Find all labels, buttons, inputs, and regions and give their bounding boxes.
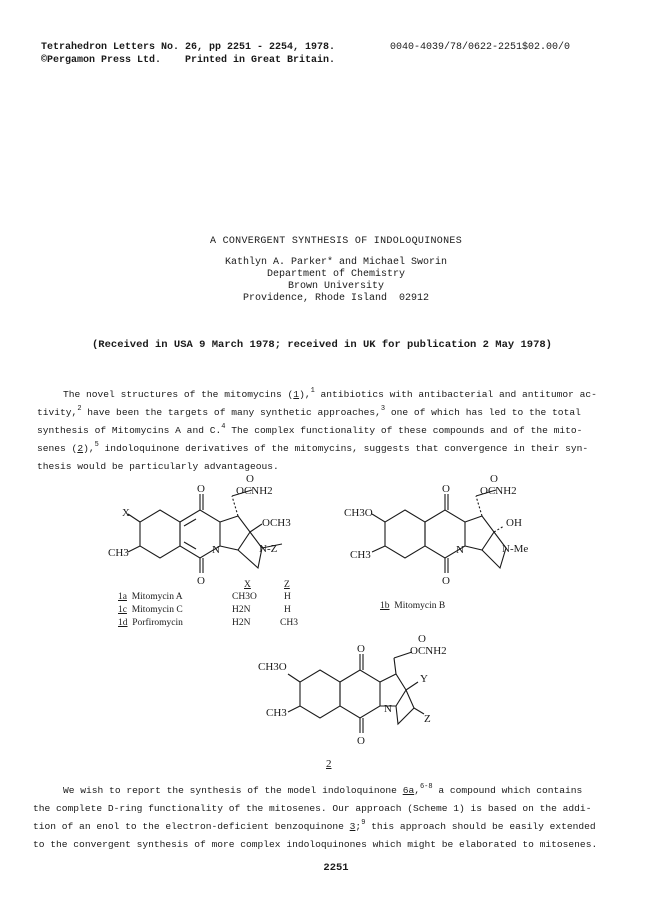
table-cell-z: H — [284, 592, 291, 602]
table-cell-x: H2N — [232, 605, 251, 615]
s2-n: N — [384, 703, 392, 715]
table-cell-z: H — [284, 605, 291, 615]
label-mitomycin-b: 1b Mitomycin B — [380, 601, 446, 611]
p1-line-1: The novel structures of the mitomycins (1),$^1$ antibiotics with antibacterial and antitumor ac- — [63, 387, 597, 400]
s1-sub-x: X — [122, 507, 130, 519]
s1b-meo: CH3O — [344, 507, 373, 519]
s1b-oh: OH — [506, 517, 522, 529]
s2-carbamate-o: O — [418, 633, 426, 645]
s2-z: Z — [424, 713, 431, 725]
s1-carbonyl-bottom: O — [197, 575, 205, 587]
s1b-carbamate: OCNH2 — [480, 485, 517, 497]
p1-line-4: senes (2),$^5$ indoloquinone derivatives of the mitomycins, suggests that convergence in their syn- — [37, 441, 589, 454]
journal-citation: Tetrahedron Letters No. 26, pp 2251 - 2254, 1978. — [41, 42, 336, 53]
p2-line-3: tion of an enol to the electron-deficient benzoquinone 3;$^9$ this approach should be easily extended — [33, 819, 596, 832]
s2-me: CH3 — [266, 707, 287, 719]
paragraph-1 — [37, 386, 597, 476]
p1-line-3: synthesis of Mitomycins A and C.$^4$ The complex functionality of these compounds and of the mito- — [37, 423, 583, 436]
publisher-line: ©Pergamon Press Ltd. Printed in Great Britain. — [41, 55, 336, 66]
p1-line-2: tivity,$^2$ have been the targets of many synthetic approaches,$^3$ one of which has led to the total — [37, 405, 581, 418]
s2-meo: CH3O — [258, 661, 287, 673]
p1-line-5: thesis would be particularly advantageous. — [37, 461, 279, 472]
page-number: 2251 — [323, 862, 349, 874]
p2-line-1: We wish to report the synthesis of the model indoloquinone 6a,$^{6-8}$ a compound which contains — [63, 783, 583, 796]
table-col-x: X — [244, 580, 251, 590]
address: Providence, Rhode Island 02912 — [242, 293, 430, 304]
authors: Kathlyn A. Parker* and Michael Sworin — [224, 257, 448, 268]
university: Brown University — [287, 281, 384, 292]
s1-carbonyl-top: O — [197, 483, 205, 495]
s1-carbamate: OCNH2 — [236, 485, 273, 497]
s1b-me: CH3 — [350, 549, 371, 561]
s1b-carbonyl-bottom: O — [442, 575, 450, 587]
s1b-carbamate-o: O — [490, 473, 498, 485]
article-code: 0040-4039/78/0622-2251$02.00/0 — [390, 42, 571, 53]
s1b-carbonyl-top: O — [442, 483, 450, 495]
s1-n: N — [212, 544, 220, 556]
table-cell-x: H2N — [232, 618, 251, 628]
table-row: 1d Porfiromycin — [118, 618, 183, 628]
s2-carbamate: OCNH2 — [410, 645, 447, 657]
s2-carbonyl-bottom: O — [357, 735, 365, 747]
received-dates: (Received in USA 9 March 1978; received in UK for publication 2 May 1978) — [92, 339, 552, 351]
label-compound-2: 2 — [326, 758, 332, 770]
s1-carbamate-o: O — [246, 473, 254, 485]
s1b-n: N — [456, 544, 464, 556]
s1-och3: OCH3 — [262, 517, 291, 529]
structure-mitomycin-general — [128, 490, 282, 573]
s2-carbonyl-top: O — [357, 643, 365, 655]
table-cell-x: CH3O — [232, 592, 257, 602]
p2-line-2: the complete D-ring functionality of the mitosenes. Our approach (Scheme 1) is based on the addi- — [33, 803, 592, 814]
table-row: 1c Mitomycin C — [118, 605, 183, 615]
department: Department of Chemistry — [266, 269, 406, 280]
table-cell-z: CH3 — [280, 618, 298, 628]
mitomycin-structures-figure — [0, 470, 672, 770]
s1b-nme: N-Me — [502, 543, 529, 555]
article-title: A CONVERGENT SYNTHESIS OF INDOLOQUINONES — [209, 236, 463, 247]
p2-line-4: to the convergent synthesis of more complex indoloquinones which might be elaborated to mitosenes. — [33, 839, 598, 850]
s1-sub-me: CH3 — [108, 547, 129, 559]
paragraph-2 — [33, 782, 597, 854]
table-col-z: Z — [284, 580, 290, 590]
s2-y: Y — [420, 673, 428, 685]
structure-mitosene — [288, 652, 424, 733]
table-row: 1a Mitomycin A — [118, 592, 183, 602]
s1-nz: N-Z — [259, 543, 278, 555]
structure-mitomycin-b — [372, 490, 506, 573]
